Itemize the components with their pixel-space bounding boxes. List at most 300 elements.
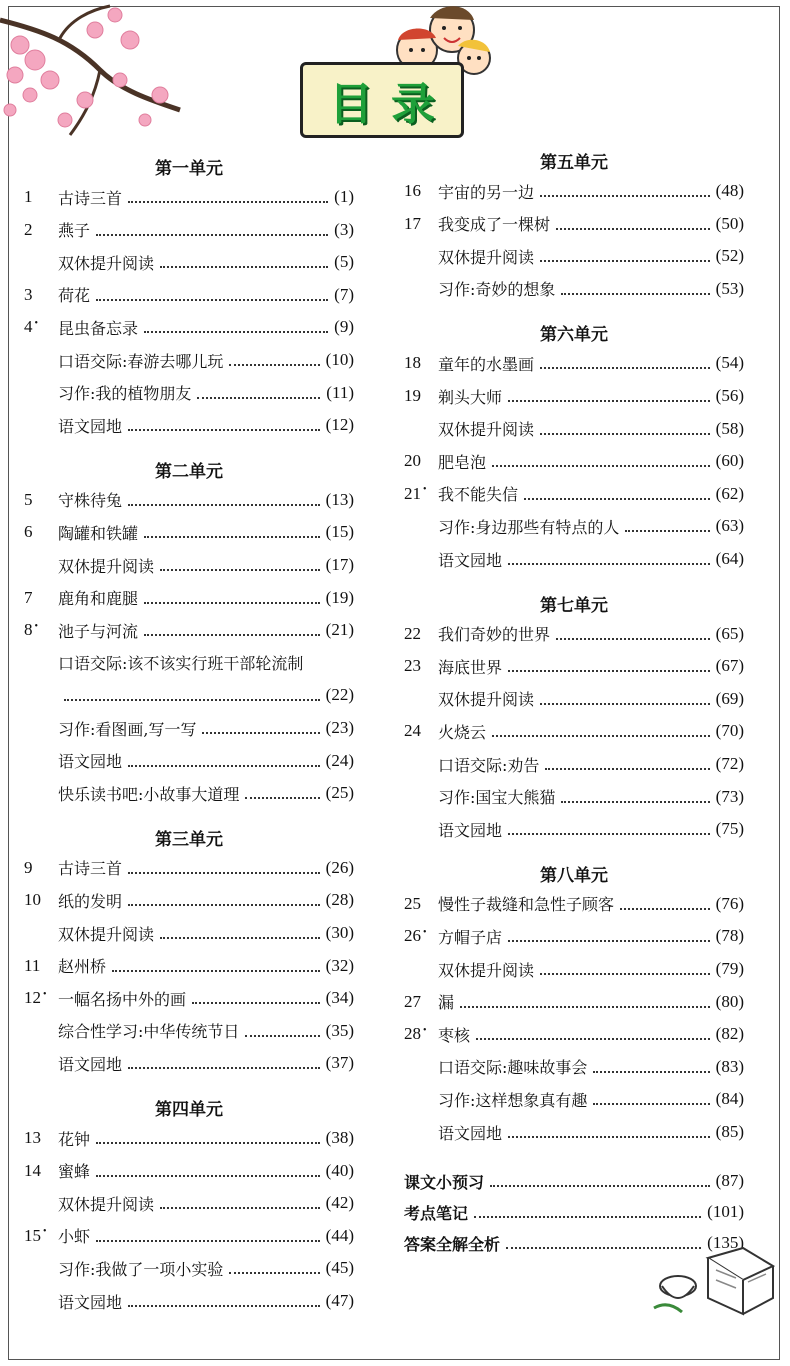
- toc-entry[interactable]: [24, 1156, 354, 1186]
- unit-heading: 第一单元: [155, 159, 223, 179]
- toc-entry[interactable]: [24, 1188, 354, 1218]
- page-number: (12): [325, 415, 354, 435]
- lesson-number: [24, 490, 58, 510]
- toc-entry[interactable]: [24, 1048, 354, 1078]
- toc-entry[interactable]: [404, 209, 744, 239]
- toc-entry[interactable]: [404, 987, 744, 1017]
- leader-dots: [508, 940, 710, 942]
- lesson-number-text: 6: [24, 522, 33, 542]
- toc-entry[interactable]: [24, 1221, 354, 1251]
- toc-entry[interactable]: [404, 414, 744, 444]
- lesson-title: 宇宙的另一边: [438, 182, 535, 202]
- lesson-number-text: 1: [24, 187, 33, 206]
- page-number: (72): [715, 754, 744, 773]
- lesson-title: 快乐读书吧:小故事大道理: [58, 784, 240, 804]
- leader-dots: [128, 1067, 320, 1069]
- leader-dots: [128, 904, 320, 906]
- toc-entry[interactable]: [24, 517, 354, 547]
- toc-entry[interactable]: [24, 778, 354, 808]
- leader-dots: [524, 498, 710, 500]
- lesson-title: 方帽子店: [438, 927, 503, 947]
- lesson-title: 双休提升阅读: [58, 1194, 155, 1214]
- page-number: (67): [715, 656, 744, 676]
- leader-dots: [144, 331, 328, 333]
- lesson-number-text: 28: [404, 1024, 421, 1044]
- leader-dots: [128, 765, 320, 767]
- page-number: (64): [715, 549, 744, 568]
- leader-dots: [508, 670, 710, 672]
- lesson-number-text: 11: [24, 955, 41, 975]
- lesson-number: [24, 620, 58, 640]
- toc-entry[interactable]: [24, 1286, 354, 1316]
- lesson-number-text: 14: [24, 1160, 41, 1180]
- lesson-number: [24, 956, 58, 976]
- leader-dots: [476, 1038, 710, 1040]
- lesson-number-text: 18: [404, 353, 421, 373]
- leader-dots: [197, 397, 320, 399]
- lesson-number-text: 22: [404, 623, 421, 643]
- page-number: (45): [325, 1258, 354, 1278]
- lesson-number: [404, 386, 438, 406]
- optional-star-icon: •: [34, 620, 39, 632]
- page-number: (70): [715, 721, 744, 741]
- page-number: (37): [325, 1053, 354, 1073]
- lesson-title: 双休提升阅读: [438, 420, 535, 440]
- toc-entry[interactable]: [404, 889, 744, 919]
- toc-entry[interactable]: [404, 716, 744, 746]
- leader-dots: [229, 1272, 319, 1274]
- leader-dots: [508, 1136, 710, 1138]
- lesson-title: 昆虫备忘录: [58, 318, 139, 338]
- lesson-title: 慢性子裁缝和急性子顾客: [438, 895, 615, 915]
- toc-entry[interactable]: [24, 1253, 354, 1283]
- lesson-title: 习作:奇妙的想象: [438, 280, 556, 300]
- page-number: (65): [715, 623, 744, 643]
- optional-star-icon: •: [43, 1226, 47, 1238]
- lesson-number: [404, 926, 438, 946]
- leader-dots: [460, 1006, 710, 1008]
- lesson-title: 赵州桥: [58, 957, 107, 977]
- page-number: (38): [325, 1128, 354, 1147]
- toc-entry[interactable]: [404, 619, 744, 649]
- lesson-number: [24, 187, 58, 207]
- page-number: (25): [325, 783, 354, 803]
- lesson-number: [24, 285, 58, 305]
- leader-dots: [96, 1142, 320, 1144]
- lesson-title: 陶罐和铁罐: [58, 523, 139, 543]
- toc-entry[interactable]: [24, 247, 354, 277]
- lesson-title: 习作:我的植物朋友: [58, 384, 192, 404]
- page-number: (5): [334, 252, 354, 272]
- toc-entry[interactable]: [24, 918, 354, 948]
- lesson-number-text: 15: [24, 1225, 41, 1245]
- page-number: (28): [325, 890, 354, 910]
- lesson-number-text: 20: [404, 451, 421, 471]
- lesson-number-text: 16: [404, 181, 421, 200]
- leader-dots: [128, 201, 328, 203]
- page-number: (80): [715, 991, 744, 1011]
- lesson-number: [24, 1161, 58, 1181]
- page-number: (83): [715, 1056, 744, 1076]
- lesson-title: 火烧云: [438, 722, 487, 742]
- appendix-title: 答案全解全析: [404, 1234, 501, 1254]
- page-number: (48): [715, 181, 744, 200]
- toc-entry[interactable]: [404, 814, 744, 844]
- leader-dots: [160, 1207, 320, 1209]
- optional-star-icon: •: [43, 988, 47, 1000]
- toc-entry[interactable]: [404, 479, 744, 509]
- toc-entry[interactable]: [24, 1016, 354, 1046]
- page-number: (44): [325, 1225, 354, 1245]
- lesson-title: 蜜蜂: [58, 1162, 91, 1182]
- unit-heading: 第二单元: [155, 461, 223, 482]
- lesson-title: 习作:身边那些有特点的人: [438, 517, 620, 537]
- leader-dots: [540, 433, 710, 435]
- lesson-title: 语文园地: [58, 1054, 123, 1074]
- leader-dots: [474, 1216, 701, 1218]
- page-number: (85): [715, 1122, 744, 1141]
- lesson-title: 语文园地: [58, 1292, 123, 1312]
- toc-entry[interactable]: [24, 410, 354, 440]
- appendix-title: 课文小预习: [404, 1172, 485, 1192]
- lesson-title: 双休提升阅读: [58, 556, 155, 576]
- lesson-title: 双休提升阅读: [58, 253, 155, 273]
- title-box: [300, 62, 464, 138]
- toc-entry[interactable]: [24, 215, 354, 245]
- lesson-number-text: 26: [404, 926, 421, 946]
- lesson-title: 双休提升阅读: [438, 960, 535, 980]
- lesson-title: 我不能失信: [438, 485, 519, 505]
- lesson-number-text: 27: [404, 991, 421, 1011]
- lesson-title: 双休提升阅读: [58, 924, 155, 944]
- lesson-number: [404, 721, 438, 741]
- toc-entry[interactable]: [404, 381, 744, 411]
- lesson-title: 海底世界: [438, 657, 503, 677]
- page-number: (54): [715, 353, 744, 373]
- page-number: (7): [334, 284, 354, 304]
- lesson-number-text: 2: [24, 219, 33, 239]
- toc-entry[interactable]: [24, 1123, 354, 1153]
- leader-dots: [96, 1240, 320, 1242]
- lesson-number-text: 23: [404, 656, 421, 676]
- leader-dots: [192, 1002, 320, 1004]
- leader-dots: [593, 1103, 709, 1105]
- lesson-title: 守株待兔: [58, 491, 123, 511]
- lesson-title: 语文园地: [58, 416, 123, 436]
- leader-dots: [245, 797, 319, 799]
- toc-entry[interactable]: [24, 550, 354, 580]
- leader-dots: [556, 638, 710, 640]
- lesson-number: [404, 656, 438, 676]
- toc-entry[interactable]: [24, 648, 354, 678]
- lesson-number: [404, 1024, 438, 1044]
- lesson-title: 语文园地: [58, 752, 123, 772]
- toc-entry[interactable]: [404, 921, 744, 951]
- optional-star-icon: •: [423, 1024, 427, 1036]
- leader-dots: [620, 908, 710, 910]
- lesson-title: 习作:我做了一项小实验: [58, 1259, 224, 1279]
- lesson-title: 枣核: [438, 1025, 471, 1045]
- toc-entry[interactable]: [24, 746, 354, 776]
- lesson-number: [404, 451, 438, 471]
- unit-heading: 第三单元: [155, 829, 223, 850]
- page-number: (47): [325, 1291, 354, 1310]
- toc-entry[interactable]: [24, 853, 354, 883]
- page-number: (56): [715, 386, 744, 405]
- page-number: (10): [325, 350, 354, 369]
- leader-dots: [508, 563, 710, 565]
- toc-entry[interactable]: [404, 176, 744, 206]
- leader-dots: [492, 735, 710, 737]
- leader-dots: [112, 970, 320, 972]
- lesson-number: [404, 214, 438, 234]
- page-number: (1): [334, 187, 354, 206]
- lesson-title: 小虾: [58, 1227, 91, 1247]
- lesson-title: 我们奇妙的世界: [438, 625, 551, 645]
- leader-dots: [144, 634, 320, 636]
- page-number: (84): [715, 1089, 744, 1109]
- page-number: (13): [325, 489, 354, 509]
- lesson-title: 双休提升阅读: [438, 247, 535, 267]
- lesson-number-text: 7: [24, 587, 33, 607]
- leader-dots: [144, 536, 320, 538]
- lesson-number-text: 4: [24, 317, 33, 337]
- leader-dots: [545, 768, 709, 770]
- lesson-number: [24, 858, 58, 878]
- leader-dots: [160, 569, 320, 571]
- toc-entry[interactable]: [24, 680, 354, 710]
- appendix-entry[interactable]: [404, 1197, 744, 1227]
- toc-entry[interactable]: [404, 684, 744, 714]
- lesson-title: 习作:看图画,写一写: [58, 719, 197, 739]
- lesson-title: 习作:这样想象真有趣: [438, 1090, 588, 1110]
- appendix-entry[interactable]: [404, 1166, 744, 1196]
- page-number: (58): [715, 418, 744, 438]
- lesson-number-text: 3: [24, 284, 33, 304]
- page-number: (26): [325, 857, 354, 877]
- book-and-cup-icon: [648, 1238, 780, 1324]
- lesson-number: [24, 220, 58, 240]
- lesson-number: [404, 484, 438, 504]
- page-number: (73): [715, 786, 744, 806]
- page-number: (32): [325, 955, 354, 975]
- toc-entry[interactable]: [24, 485, 354, 515]
- leader-dots: [556, 228, 710, 230]
- lesson-number: [404, 181, 438, 201]
- lesson-title: 口语交际:趣味故事会: [438, 1058, 588, 1078]
- leader-dots: [561, 801, 709, 803]
- leader-dots: [540, 195, 710, 197]
- page-number: (23): [325, 718, 354, 737]
- leader-dots: [96, 1175, 320, 1177]
- toc-entry[interactable]: [404, 446, 744, 476]
- lesson-number: [24, 1128, 58, 1148]
- toc-entry[interactable]: [404, 544, 744, 574]
- page-number: (76): [715, 893, 744, 913]
- page-number: (53): [715, 278, 744, 298]
- toc-entry[interactable]: [24, 345, 354, 375]
- leader-dots: [540, 973, 710, 975]
- leader-dots: [508, 400, 710, 402]
- toc-entry[interactable]: [404, 511, 744, 541]
- leader-dots: [593, 1071, 709, 1073]
- leader-dots: [202, 732, 319, 734]
- lesson-title: 漏: [438, 993, 455, 1013]
- toc-entry[interactable]: [404, 749, 744, 779]
- lesson-number: [404, 353, 438, 373]
- lesson-title: 习作:国宝大熊猫: [438, 788, 556, 808]
- leader-dots: [96, 299, 328, 301]
- lesson-title: 剃头大师: [438, 387, 503, 407]
- lesson-title: 口语交际:春游去哪儿玩: [58, 351, 224, 371]
- toc-entry[interactable]: [24, 182, 354, 212]
- page-number: (50): [715, 213, 744, 233]
- appendix-title: 考点笔记: [404, 1203, 469, 1223]
- leader-dots: [160, 937, 320, 939]
- page-number: (52): [715, 246, 744, 266]
- lesson-number: [24, 522, 58, 542]
- leader-dots: [144, 602, 320, 604]
- toc-entry[interactable]: [24, 312, 354, 342]
- unit-heading: 第七单元: [540, 595, 608, 616]
- toc-entry[interactable]: [24, 885, 354, 915]
- lesson-number-text: 5: [24, 489, 33, 509]
- page-number: (62): [715, 483, 744, 503]
- page-number: (11): [326, 382, 354, 402]
- lesson-number: [404, 624, 438, 644]
- lesson-number: [404, 992, 438, 1012]
- page-number: (19): [325, 587, 354, 607]
- optional-star-icon: •: [423, 926, 427, 938]
- toc-entry[interactable]: [24, 583, 354, 613]
- lesson-number-text: 10: [24, 890, 41, 910]
- leader-dots: [96, 234, 328, 236]
- lesson-number: [24, 890, 58, 910]
- page-number: (101): [707, 1202, 744, 1221]
- toc-entry[interactable]: [24, 280, 354, 310]
- toc-entry[interactable]: [404, 782, 744, 812]
- leader-dots: [508, 833, 710, 835]
- page-number: (40): [325, 1160, 354, 1180]
- lesson-title: 花钟: [58, 1129, 91, 1149]
- unit-heading: 第六单元: [540, 325, 608, 346]
- lesson-title: 燕子: [58, 221, 91, 241]
- page-number: (75): [715, 819, 744, 839]
- cherry-blossom-branch-icon: [0, 0, 190, 150]
- lesson-title: 语文园地: [438, 1123, 503, 1143]
- page-number: (78): [715, 926, 744, 946]
- lesson-title: 双休提升阅读: [438, 690, 535, 710]
- lesson-title: 一幅名扬中外的画: [58, 989, 187, 1009]
- lesson-number-text: 24: [404, 721, 421, 741]
- unit-heading: 第八单元: [540, 865, 608, 886]
- toc-entry[interactable]: [24, 951, 354, 981]
- leader-dots: [128, 429, 320, 431]
- lesson-number-text: 9: [24, 857, 33, 877]
- lesson-number: [24, 317, 58, 337]
- page-number: (30): [325, 923, 354, 942]
- lesson-title: 纸的发明: [58, 891, 123, 911]
- page-number: (15): [325, 522, 354, 542]
- lesson-number-text: 25: [404, 893, 421, 913]
- toc-entry[interactable]: [24, 983, 354, 1013]
- lesson-title: 肥皂泡: [438, 452, 487, 472]
- page-number: (60): [715, 451, 744, 471]
- lesson-title: 古诗三首: [58, 188, 123, 208]
- optional-star-icon: •: [34, 317, 39, 329]
- lesson-title: 语文园地: [438, 550, 503, 570]
- leader-dots: [64, 699, 320, 701]
- leader-dots: [128, 872, 320, 874]
- leader-dots: [540, 703, 710, 705]
- page-number: (79): [715, 959, 744, 978]
- unit-heading: 第四单元: [155, 1100, 223, 1120]
- leader-dots: [540, 367, 710, 369]
- toc-entry[interactable]: [404, 348, 744, 378]
- title-banner: [292, 0, 492, 140]
- toc-entry[interactable]: [24, 378, 354, 408]
- unit-heading: 第五单元: [540, 153, 608, 173]
- toc-entry[interactable]: [24, 615, 354, 645]
- page-number: (9): [334, 317, 354, 337]
- page-number: (69): [715, 688, 744, 708]
- toc-entry[interactable]: [404, 954, 744, 984]
- page-number: (63): [715, 516, 744, 536]
- toc-entry[interactable]: [404, 274, 744, 304]
- toc-entry[interactable]: [24, 713, 354, 743]
- page-number: (22): [325, 685, 354, 705]
- leader-dots: [160, 266, 328, 268]
- optional-star-icon: •: [423, 484, 427, 496]
- leader-dots: [540, 260, 710, 262]
- lesson-title: 池子与河流: [58, 621, 139, 641]
- lesson-title: 口语交际:该不该实行班干部轮流制: [58, 654, 304, 674]
- page-number: (3): [334, 219, 354, 239]
- lesson-number: [24, 988, 58, 1008]
- lesson-number: [24, 1226, 58, 1246]
- lesson-title: 口语交际:劝告: [438, 755, 540, 775]
- page-number: (135): [707, 1233, 744, 1252]
- lesson-title: 荷花: [58, 286, 91, 306]
- leader-dots: [128, 1305, 320, 1307]
- toc-entry[interactable]: [404, 241, 744, 271]
- leader-dots: [561, 293, 709, 295]
- page-number: (21): [325, 620, 354, 640]
- lesson-number-text: 19: [404, 386, 421, 405]
- page-number: (82): [715, 1024, 744, 1044]
- lesson-title: 综合性学习:中华传统节日: [58, 1022, 240, 1042]
- toc-entry[interactable]: [404, 1052, 744, 1082]
- lesson-title: 我变成了一棵树: [438, 215, 551, 235]
- lesson-title: 语文园地: [438, 820, 503, 840]
- page-number: (35): [325, 1020, 354, 1040]
- lesson-number-text: 12: [24, 988, 41, 1008]
- toc-entry[interactable]: [404, 1084, 744, 1114]
- toc-entry[interactable]: [404, 651, 744, 681]
- leader-dots: [229, 364, 319, 366]
- lesson-number-text: 13: [24, 1128, 41, 1147]
- toc-entry[interactable]: [404, 1019, 744, 1049]
- page-number: (87): [715, 1171, 744, 1190]
- page-number: (34): [325, 988, 354, 1008]
- lesson-number: [404, 894, 438, 914]
- page-title: 目录: [329, 79, 453, 130]
- page-number: (24): [325, 750, 354, 770]
- toc-entry[interactable]: [404, 1117, 744, 1147]
- lesson-number: [24, 588, 58, 608]
- leader-dots: [245, 1035, 319, 1037]
- page-number: (17): [325, 555, 354, 574]
